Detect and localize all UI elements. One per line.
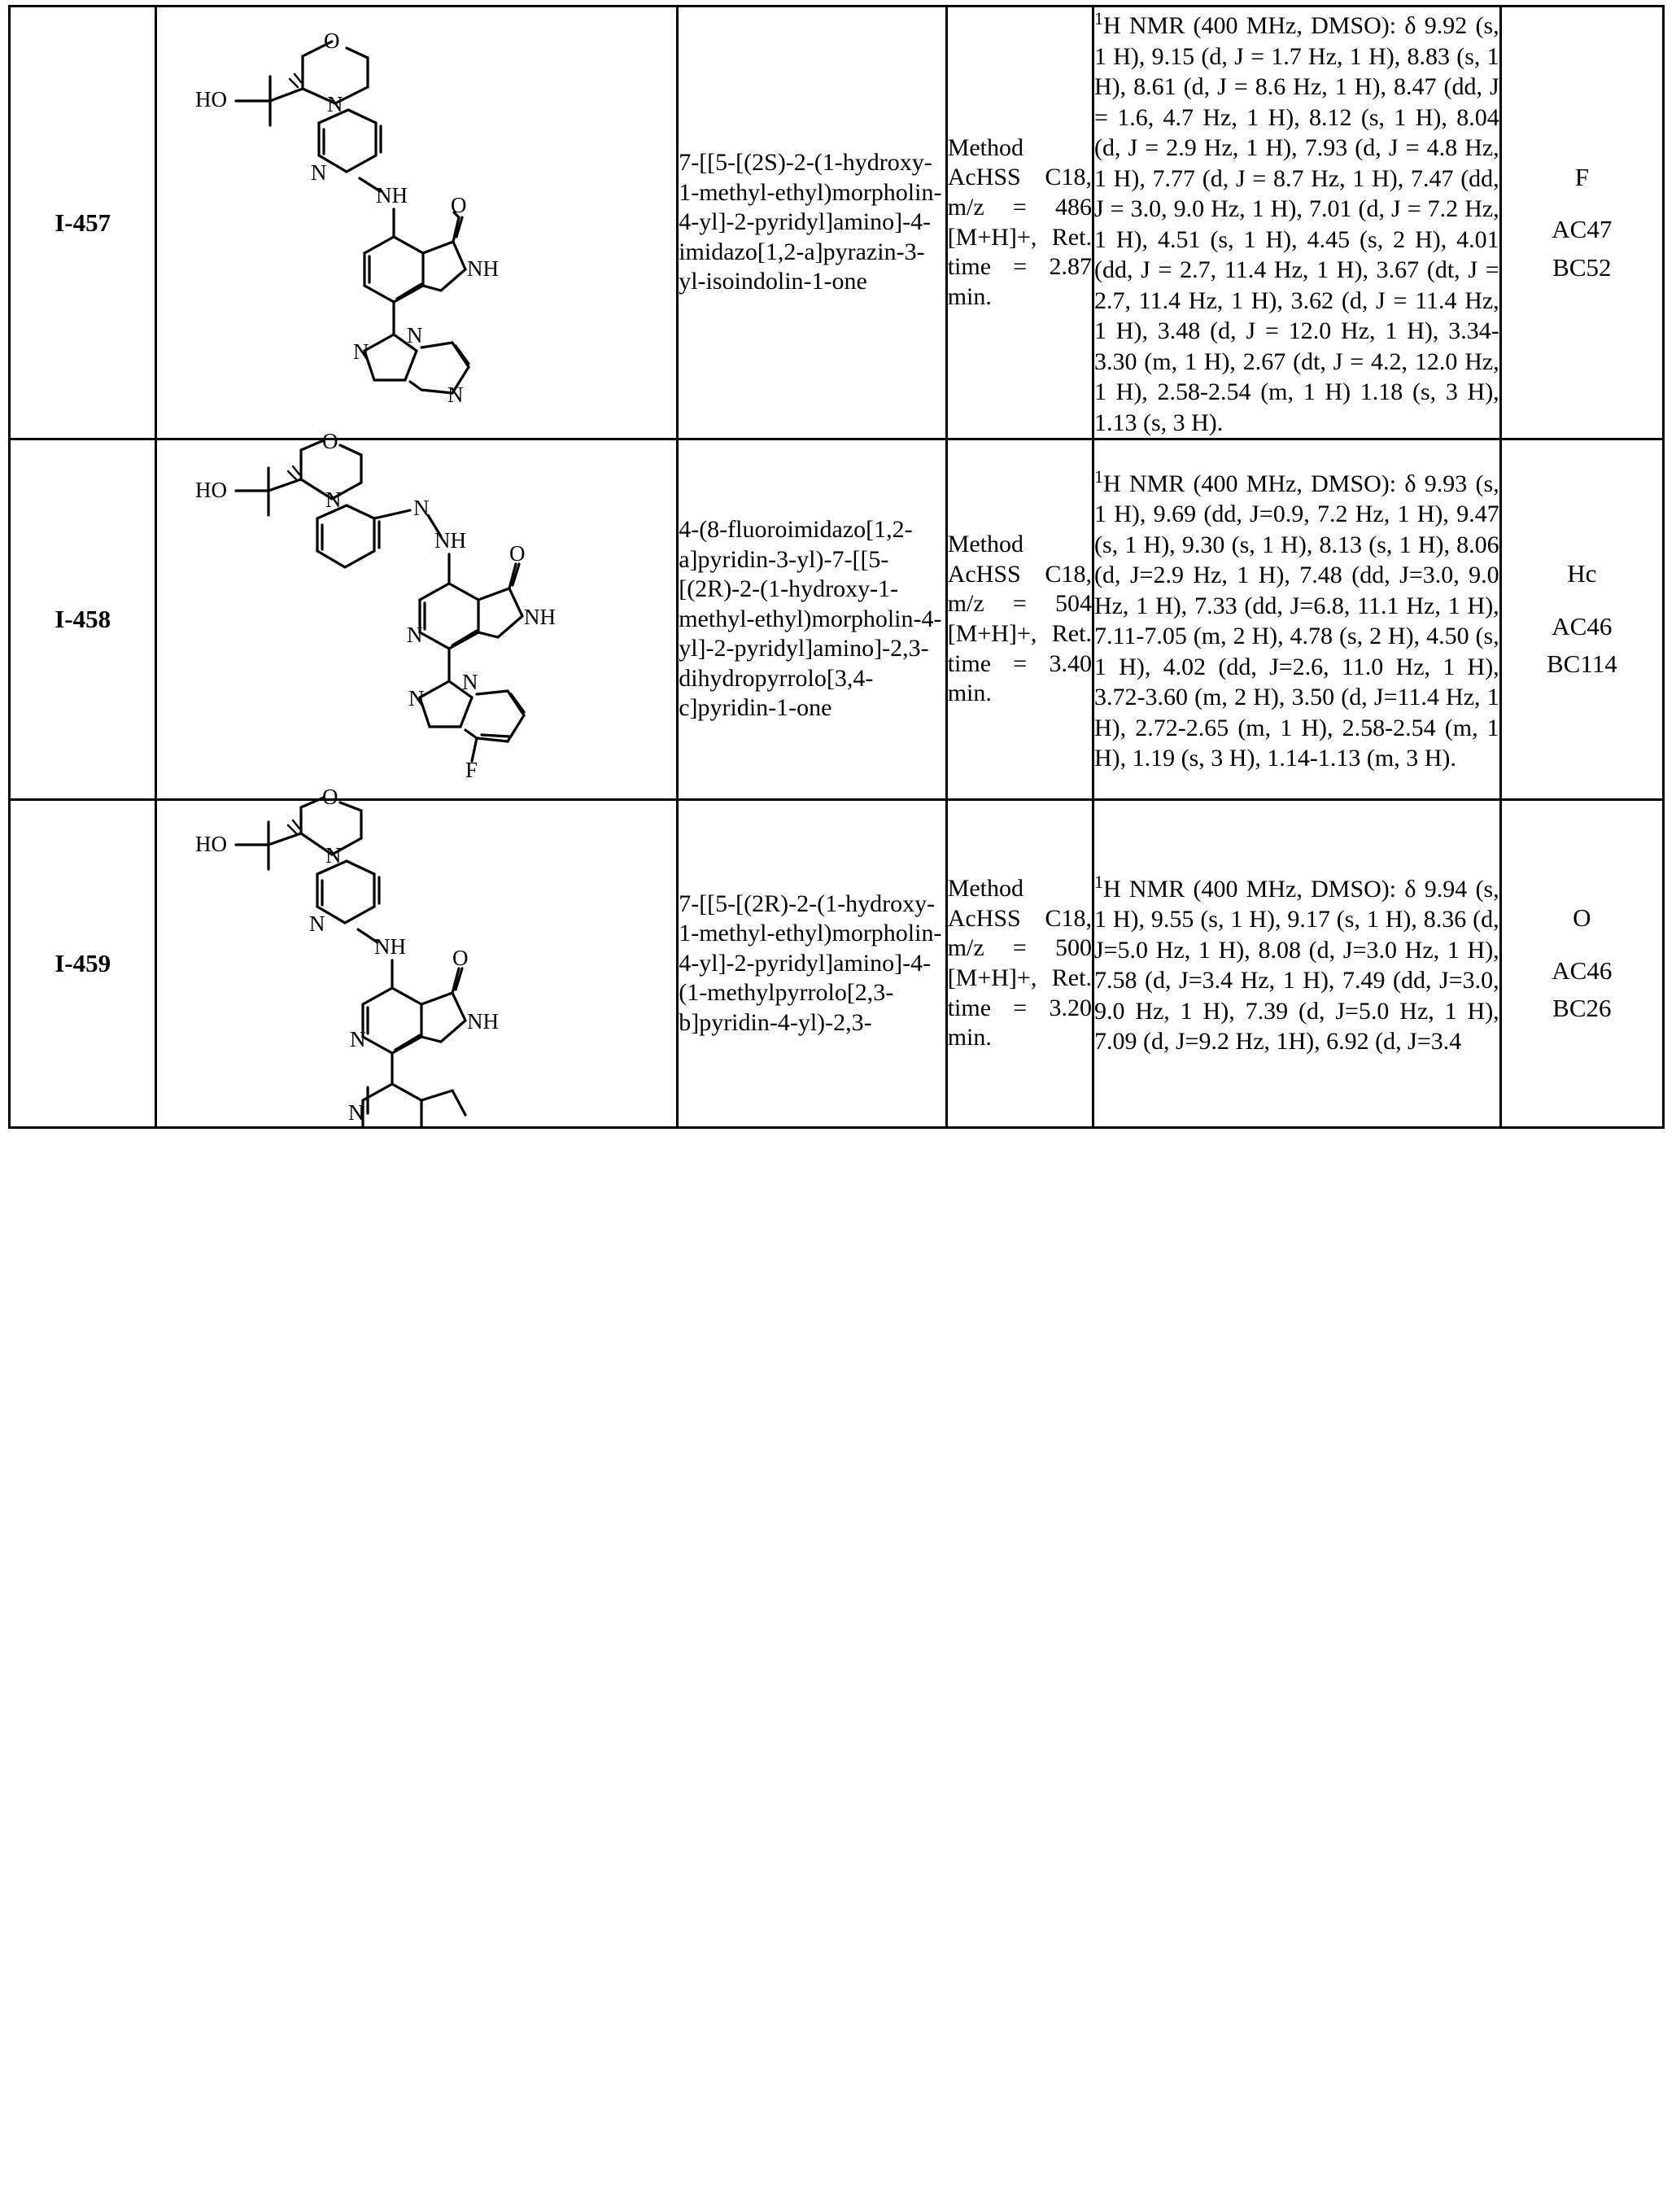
reference-ac: AC46 <box>1552 611 1613 640</box>
reference-ac: AC46 <box>1552 955 1613 985</box>
svg-text:NH: NH <box>434 528 467 553</box>
table-row <box>10 7 1664 439</box>
nmr-text: H NMR (400 MHz, DMSO): δ 9.92 (s, 1 H), 9.15 (d, J = 1.7 Hz, 1 H), 8.83 (s, 1 H), 8.61 (d, J = 8.6 Hz, 1 H), 8.47 (dd, J = 1.6, 4.7 Hz, 1 H), 8.12 (s, 1 H), 8.04 (d, J = 2.9 Hz, 1 H), 7.93 (d, J = 4.8 Hz, 1 H), 7.77 (d, J = 8.7 Hz, 1 H), 7.47 (dd, J = 3.0, 9.0 Hz, 1 H), 7.01 (d, J = 7.2 Hz, 1 H), 4.51 (s, 1 H), 4.45 (s, 2 H), 4.01 (dd, J = 2.7, 11.4 Hz, 1 H), 3.67 (dt, J = 2.7, 11.4 Hz, 1 H), 3.62 (d, J = 11.4 Hz, 1 H), 3.48 (d, J = 12.0 Hz, 1 H), 3.34-3.30 (m, 1 H), 2.67 (dt, J = 4.2, 12.0 Hz, 1 H), 2.58-2.54 (m, 1 H) 1.18 (s, 3 H), 1.13 (s, 3 H). <box>1093 12 1499 436</box>
reference-cell <box>1500 800 1663 1128</box>
compound-id: I-459 <box>10 800 156 1128</box>
reference-code: O <box>1573 903 1591 933</box>
reference-cell <box>1500 7 1663 439</box>
svg-text:N: N <box>309 911 325 936</box>
nmr-data <box>1093 439 1500 800</box>
svg-text:O: O <box>322 429 338 453</box>
nmr-superscript: 1 <box>1093 466 1103 487</box>
svg-text:O: O <box>451 192 467 217</box>
structure-diagram-I-457 <box>157 28 676 414</box>
svg-text:N: N <box>407 623 423 647</box>
svg-text:HO: HO <box>195 478 228 502</box>
compound-name: 4-(8-fluoroimidazo[1,2-a]pyridin-3-yl)-7-[[5-[(2R)-2-(1-hydroxy-1-methyl-ethyl)morpholin-4-yl]-2-pyridyl]amino]-2,3-dihydropyrrolo[3,4-c]pyridin-1-one <box>678 439 946 800</box>
svg-text:NH: NH <box>467 1009 500 1034</box>
svg-text:NH: NH <box>376 182 408 208</box>
reference-bc: BC52 <box>1552 252 1612 282</box>
nmr-data <box>1093 7 1500 439</box>
compound-id: I-457 <box>10 7 156 439</box>
reference-spacer <box>1502 938 1662 952</box>
compound-table <box>8 5 1665 1129</box>
svg-text:N: N <box>348 1100 364 1125</box>
structure-diagram-I-459 <box>157 785 676 1126</box>
svg-text:N: N <box>353 339 369 364</box>
compound-id: I-458 <box>10 439 156 800</box>
svg-text:O: O <box>452 946 469 970</box>
reference-code: F <box>1574 162 1589 191</box>
svg-text:F: F <box>465 758 478 782</box>
compound-name: 7-[[5-[(2R)-2-(1-hydroxy-1-methyl-ethyl)morpholin-4-yl]-2-pyridyl]amino]-4-(1-methylpyrrolo[2,3-b]pyridin-4-yl)-2,3- <box>678 800 946 1128</box>
nmr-text: H NMR (400 MHz, DMSO): δ 9.94 (s, 1 H), 9.55 (s, 1 H), 9.17 (s, 1 H), 8.36 (d, J=5.0 Hz, 1 H), 8.08 (d, J=3.0 Hz, 1 H), 7.58 (d, J=3.4 Hz, 1 H), 7.49 (dd, J=3.0, 9.0 Hz, 1 H), 7.39 (d, J=5.0 Hz, 1 H), 7.09 (d, J=9.2 Hz, 1H), 6.92 (d, J=3.4 <box>1093 875 1499 1055</box>
svg-text:N: N <box>325 487 342 512</box>
svg-text:N: N <box>327 91 343 116</box>
svg-text:HO: HO <box>195 86 228 111</box>
svg-text:NH: NH <box>467 256 500 281</box>
svg-text:N: N <box>408 686 425 710</box>
nmr-superscript: 1 <box>1093 8 1103 28</box>
reference-code: Hc <box>1567 559 1597 588</box>
analytical-method: Method AcHSS C18, m/z = 486 [M+H]+, Ret. time = 2.87 min. <box>946 7 1093 439</box>
svg-text:O: O <box>509 541 526 566</box>
svg-text:N: N <box>447 382 464 407</box>
reference-spacer <box>1502 593 1662 608</box>
svg-text:HO: HO <box>195 832 228 856</box>
svg-text:N: N <box>462 670 478 694</box>
reference-bc: BC26 <box>1552 994 1612 1023</box>
table-row <box>10 800 1664 1128</box>
analytical-method: Method AcHSS C18, m/z = 504 [M+H]+, Ret. time = 3.40 min. <box>946 439 1093 800</box>
structure-cell <box>156 429 678 800</box>
svg-text:O: O <box>324 28 340 53</box>
svg-text:O: O <box>322 785 338 809</box>
svg-text:N: N <box>350 1027 366 1051</box>
structure-diagram-I-458 <box>157 429 676 798</box>
svg-text:N: N <box>407 322 423 348</box>
svg-text:N: N <box>325 843 342 868</box>
svg-text:NH: NH <box>374 934 407 959</box>
analytical-method: Method AcHSS C18, m/z = 500 [M+H]+, Ret. time = 3.20 min. <box>946 800 1093 1128</box>
nmr-superscript: 1 <box>1093 871 1103 892</box>
reference-cell <box>1500 439 1663 800</box>
structure-cell <box>156 785 678 1128</box>
reference-ac: AC47 <box>1552 215 1613 244</box>
reference-bc: BC114 <box>1546 649 1617 679</box>
svg-text:N: N <box>413 496 430 520</box>
table-row <box>10 439 1664 800</box>
reference-spacer <box>1502 196 1662 211</box>
svg-text:NH: NH <box>524 605 556 629</box>
nmr-data <box>1093 800 1500 1128</box>
structure-cell <box>156 7 678 439</box>
svg-text:N: N <box>311 160 327 185</box>
compound-name: 7-[[5-[(2S)-2-(1-hydroxy-1-methyl-ethyl)morpholin-4-yl]-2-pyridyl]amino]-4-imidazo[1,2-a]pyrazin-3-yl-isoindolin-1-one <box>678 7 946 439</box>
nmr-text: H NMR (400 MHz, DMSO): δ 9.93 (s, 1 H), 9.69 (dd, J=0.9, 7.2 Hz, 1 H), 9.47 (s, 1 H), 9.30 (s, 1 H), 8.13 (s, 1 H), 8.06 (d, J=2.9 Hz, 1 H), 7.48 (dd, J=3.0, 9.0 Hz, 1 H), 7.33 (dd, J=6.8, 11.1 Hz, 1 H), 7.11-7.05 (m, 2 H), 4.78 (s, 2 H), 4.50 (s, 1 H), 4.02 (dd, J=2.6, 11.0 Hz, 1 H), 3.72-3.60 (m, 2 H), 3.50 (d, J=11.4 Hz, 1 H), 2.72-2.65 (m, 1 H), 2.58-2.54 (m, 1 H), 1.19 (s, 3 H), 1.14-1.13 (m, 3 H). <box>1093 470 1499 772</box>
